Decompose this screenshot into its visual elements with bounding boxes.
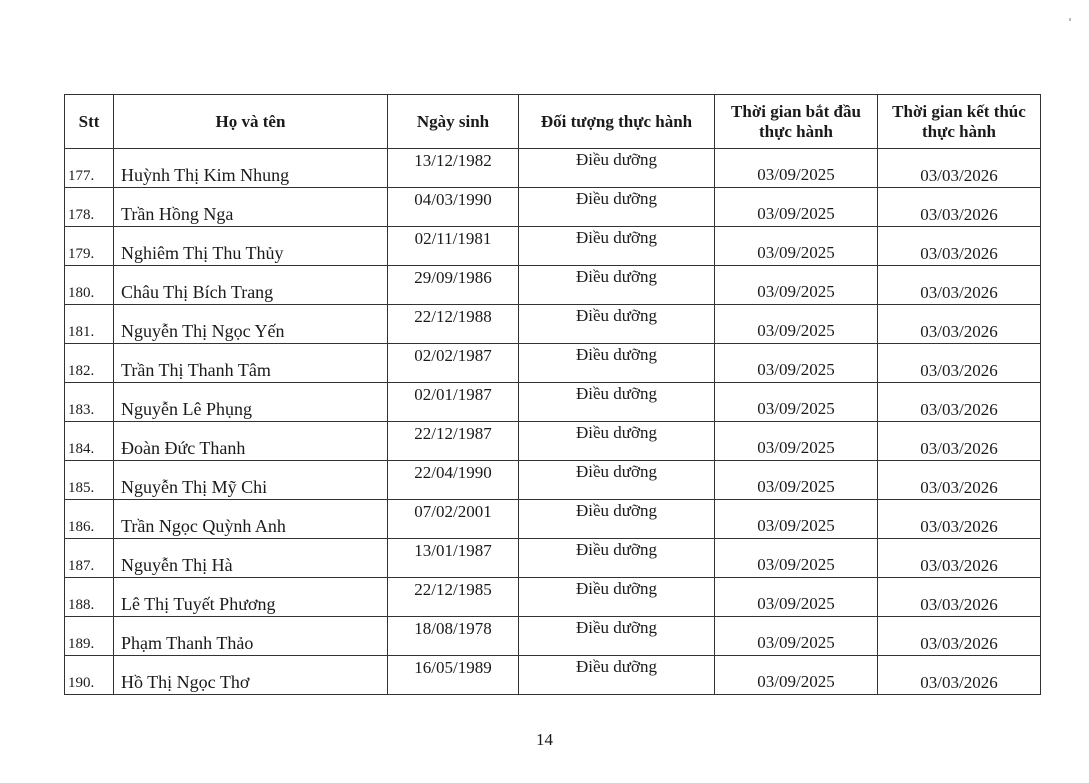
cell-stt-text: 183.: [68, 402, 95, 418]
cell-object-text: Điều dưỡng: [576, 618, 657, 637]
cell-start-date: [715, 539, 878, 578]
cell-dob: [388, 305, 519, 344]
cell-stt-text: 180.: [68, 285, 95, 301]
header-end: [878, 95, 1041, 149]
cell-stt: [65, 422, 114, 461]
table-row: [65, 227, 1041, 266]
cell-dob-text: 18/08/1978: [414, 619, 492, 638]
cell-stt: [65, 266, 114, 305]
cell-stt: [65, 188, 114, 227]
cell-stt: [65, 344, 114, 383]
cell-start-date: [715, 617, 878, 656]
cell-start-date-text: 03/09/2025: [757, 360, 835, 379]
cell-stt: [65, 149, 114, 188]
cell-object-text: Điều dưỡng: [576, 306, 657, 325]
cell-object-text: Điều dưỡng: [576, 150, 657, 169]
cell-name-text: Hồ Thị Ngọc Thơ: [121, 672, 250, 692]
cell-object: [519, 539, 715, 578]
table-row: [65, 422, 1041, 461]
cell-end-date-text: 03/03/2026: [920, 634, 998, 653]
cell-object-text: Điều dưỡng: [576, 384, 657, 403]
cell-name-text: Lê Thị Tuyết Phương: [121, 594, 276, 614]
header-start-line2: thực hành: [759, 121, 833, 141]
cell-name: [114, 422, 388, 461]
cell-dob-text: 22/12/1985: [414, 580, 492, 599]
cell-stt: [65, 656, 114, 695]
cell-stt-text: 182.: [68, 363, 95, 379]
cell-name: [114, 656, 388, 695]
cell-object-text: Điều dưỡng: [576, 657, 657, 676]
cell-end-date-text: 03/03/2026: [920, 595, 998, 614]
cell-name: [114, 578, 388, 617]
cell-dob-text: 29/09/1986: [414, 268, 492, 287]
cell-start-date-text: 03/09/2025: [757, 321, 835, 340]
cell-object-text: Điều dưỡng: [576, 189, 657, 208]
table-row: [65, 383, 1041, 422]
cell-stt-text: 185.: [68, 480, 95, 496]
cell-name: [114, 617, 388, 656]
cell-object-text: Điều dưỡng: [576, 540, 657, 559]
cell-name: [114, 539, 388, 578]
cell-object-text: Điều dưỡng: [576, 228, 657, 247]
cell-name-text: Huỳnh Thị Kim Nhung: [121, 165, 290, 185]
cell-start-date: [715, 461, 878, 500]
cell-stt-text: 186.: [68, 519, 95, 535]
cell-dob-text: 04/03/1990: [414, 190, 492, 209]
header-dob: Ngày sinh: [388, 95, 519, 149]
cell-dob: [388, 617, 519, 656]
cell-stt: [65, 305, 114, 344]
cell-end-date: [878, 578, 1041, 617]
cell-end-date: [878, 383, 1041, 422]
cell-start-date: [715, 266, 878, 305]
header-end-line1: Thời gian kết thúc: [892, 101, 1026, 121]
cell-start-date: [715, 227, 878, 266]
table-row: [65, 149, 1041, 188]
cell-end-date: [878, 344, 1041, 383]
cell-object-text: Điều dưỡng: [576, 462, 657, 481]
cell-dob: [388, 656, 519, 695]
cell-start-date-text: 03/09/2025: [757, 594, 835, 613]
cell-name-text: Trần Ngọc Quỳnh Anh: [121, 516, 286, 536]
cell-start-date: [715, 149, 878, 188]
cell-name: [114, 149, 388, 188]
cell-end-date-text: 03/03/2026: [920, 400, 998, 419]
cell-dob: [388, 266, 519, 305]
cell-object: [519, 344, 715, 383]
cell-name: [114, 461, 388, 500]
cell-end-date-text: 03/03/2026: [920, 205, 998, 224]
cell-dob: [388, 383, 519, 422]
cell-start-date-text: 03/09/2025: [757, 672, 835, 691]
cell-dob: [388, 149, 519, 188]
cell-name-text: Đoàn Đức Thanh: [121, 438, 246, 458]
cell-object-text: Điều dưỡng: [576, 579, 657, 598]
cell-object: [519, 188, 715, 227]
cell-name-text: Trần Thị Thanh Tâm: [121, 360, 271, 380]
cell-object: [519, 500, 715, 539]
table-row: [65, 344, 1041, 383]
cell-end-date: [878, 617, 1041, 656]
cell-object-text: Điều dưỡng: [576, 423, 657, 442]
cell-end-date-text: 03/03/2026: [920, 361, 998, 380]
cell-stt: [65, 617, 114, 656]
table-row: [65, 617, 1041, 656]
cell-object-text: Điều dưỡng: [576, 501, 657, 520]
cell-dob: [388, 227, 519, 266]
table-row: [65, 656, 1041, 695]
cell-dob: [388, 461, 519, 500]
cell-start-date-text: 03/09/2025: [757, 438, 835, 457]
cell-end-date-text: 03/03/2026: [920, 517, 998, 536]
cell-dob-text: 02/02/1987: [414, 346, 492, 365]
cell-object: [519, 422, 715, 461]
cell-object: [519, 383, 715, 422]
cell-dob-text: 16/05/1989: [414, 658, 492, 677]
cell-object: [519, 227, 715, 266]
cell-name-text: Nguyễn Thị Mỹ Chi: [121, 477, 268, 497]
cell-start-date: [715, 578, 878, 617]
cell-end-date-text: 03/03/2026: [920, 322, 998, 341]
cell-start-date-text: 03/09/2025: [757, 555, 835, 574]
cell-stt-text: 188.: [68, 597, 95, 613]
cell-dob: [388, 422, 519, 461]
cell-end-date-text: 03/03/2026: [920, 166, 998, 185]
cell-stt-text: 184.: [68, 441, 95, 457]
cell-dob-text: 13/12/1982: [414, 151, 492, 170]
cell-name: [114, 305, 388, 344]
cell-start-date: [715, 305, 878, 344]
cell-dob-text: 02/01/1987: [414, 385, 492, 404]
page-number: 14: [536, 730, 553, 749]
cell-object: [519, 149, 715, 188]
cell-name-text: Châu Thị Bích Trang: [121, 282, 274, 302]
cell-start-date-text: 03/09/2025: [757, 204, 835, 223]
cell-dob-text: 22/12/1987: [414, 424, 492, 443]
cell-dob: [388, 578, 519, 617]
cell-end-date: [878, 461, 1041, 500]
cell-end-date-text: 03/03/2026: [920, 439, 998, 458]
table-row: [65, 461, 1041, 500]
cell-end-date: [878, 227, 1041, 266]
cell-dob-text: 22/04/1990: [414, 463, 492, 482]
cell-start-date: [715, 422, 878, 461]
cell-start-date-text: 03/09/2025: [757, 516, 835, 535]
cell-name-text: Nguyễn Thị Ngọc Yến: [121, 321, 285, 341]
cell-start-date-text: 03/09/2025: [757, 633, 835, 652]
scan-mark: [1069, 18, 1071, 21]
cell-stt: [65, 383, 114, 422]
cell-name-text: Trần Hồng Nga: [121, 204, 234, 224]
header-start: [715, 95, 878, 149]
cell-stt-text: 178.: [68, 207, 95, 223]
cell-stt: [65, 539, 114, 578]
cell-object: [519, 656, 715, 695]
table-row: [65, 500, 1041, 539]
cell-name: [114, 266, 388, 305]
cell-end-date: [878, 149, 1041, 188]
cell-object: [519, 266, 715, 305]
cell-object-text: Điều dưỡng: [576, 345, 657, 364]
cell-start-date: [715, 383, 878, 422]
table-row: [65, 188, 1041, 227]
cell-object: [519, 305, 715, 344]
header-start-line1: Thời gian bắt đầu: [731, 101, 861, 121]
cell-stt-text: 181.: [68, 324, 95, 340]
header-stt: Stt: [65, 95, 114, 149]
table-row: [65, 266, 1041, 305]
cell-start-date-text: 03/09/2025: [757, 399, 835, 418]
cell-end-date: [878, 266, 1041, 305]
cell-end-date: [878, 188, 1041, 227]
cell-name: [114, 344, 388, 383]
practitioner-table: [64, 94, 1041, 695]
cell-name: [114, 227, 388, 266]
cell-stt-text: 177.: [68, 168, 95, 184]
header-end-line2: thực hành: [922, 121, 996, 141]
cell-end-date: [878, 539, 1041, 578]
cell-start-date-text: 03/09/2025: [757, 477, 835, 496]
cell-start-date-text: 03/09/2025: [757, 282, 835, 301]
cell-start-date: [715, 344, 878, 383]
cell-stt-text: 189.: [68, 636, 95, 652]
cell-name-text: Phạm Thanh Thảo: [121, 633, 254, 653]
cell-dob-text: 22/12/1988: [414, 307, 492, 326]
cell-object: [519, 578, 715, 617]
cell-end-date: [878, 656, 1041, 695]
cell-dob: [388, 188, 519, 227]
cell-stt-text: 187.: [68, 558, 95, 574]
cell-dob: [388, 539, 519, 578]
cell-stt-text: 179.: [68, 246, 95, 262]
cell-dob: [388, 500, 519, 539]
table-header-row: [65, 95, 1041, 149]
cell-stt-text: 190.: [68, 675, 95, 691]
cell-name-text: Nguyễn Lê Phụng: [121, 399, 252, 419]
table-row: [65, 539, 1041, 578]
cell-object: [519, 617, 715, 656]
cell-end-date-text: 03/03/2026: [920, 283, 998, 302]
cell-name: [114, 383, 388, 422]
cell-stt: [65, 227, 114, 266]
table-row: [65, 578, 1041, 617]
cell-dob-text: 02/11/1981: [414, 229, 492, 248]
cell-name-text: Nguyễn Thị Hà: [121, 555, 233, 575]
cell-start-date: [715, 656, 878, 695]
cell-end-date: [878, 500, 1041, 539]
cell-start-date-text: 03/09/2025: [757, 165, 835, 184]
cell-end-date: [878, 305, 1041, 344]
cell-object-text: Điều dưỡng: [576, 267, 657, 286]
cell-name-text: Nghiêm Thị Thu Thủy: [121, 243, 284, 263]
cell-start-date-text: 03/09/2025: [757, 243, 835, 262]
cell-end-date-text: 03/03/2026: [920, 556, 998, 575]
cell-dob: [388, 344, 519, 383]
cell-dob-text: 13/01/1987: [414, 541, 492, 560]
cell-stt: [65, 500, 114, 539]
cell-end-date: [878, 422, 1041, 461]
cell-end-date-text: 03/03/2026: [920, 244, 998, 263]
cell-stt: [65, 461, 114, 500]
cell-name: [114, 500, 388, 539]
cell-name: [114, 188, 388, 227]
cell-end-date-text: 03/03/2026: [920, 673, 998, 692]
cell-start-date: [715, 500, 878, 539]
cell-start-date: [715, 188, 878, 227]
header-object: Đối tượng thực hành: [519, 95, 715, 149]
cell-end-date-text: 03/03/2026: [920, 478, 998, 497]
table-row: [65, 305, 1041, 344]
table-body: [65, 149, 1041, 695]
cell-stt: [65, 578, 114, 617]
header-name: Họ và tên: [114, 95, 388, 149]
cell-object: [519, 461, 715, 500]
cell-dob-text: 07/02/2001: [414, 502, 492, 521]
